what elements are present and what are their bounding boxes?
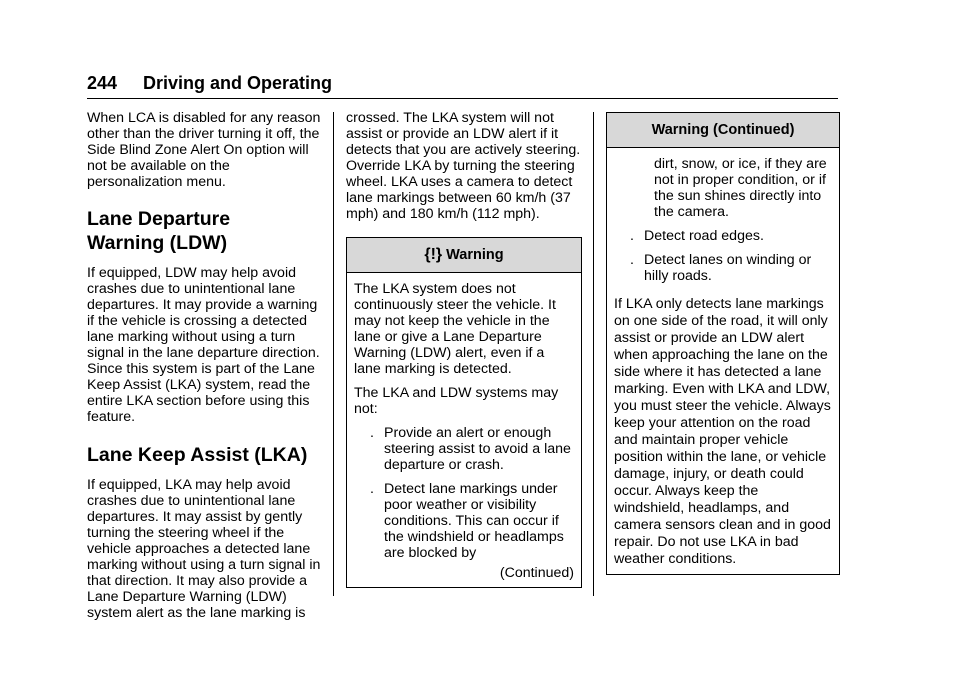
warning-continued-box <box>606 112 840 575</box>
column-3 <box>606 110 840 575</box>
bullet-marker: . <box>370 425 374 441</box>
warning-continued-text: dirt, snow, or ice, if they are not in proper condition, or if the sun shines directly into the camera. <box>654 156 827 220</box>
section-title: Driving and Operating <box>143 73 333 93</box>
lka-heading: Lane Keep Assist (LKA) <box>87 444 308 466</box>
warning-title: Warning <box>446 247 504 263</box>
ldw-heading <box>87 207 323 255</box>
page-number: 244 <box>87 73 118 93</box>
list-item <box>354 425 574 473</box>
column-divider-left <box>333 112 334 596</box>
lka-one-side-paragraph-wrap <box>614 296 832 568</box>
header-rule <box>87 98 838 99</box>
warning-paragraph-2: The LKA and LDW systems may not: <box>354 385 559 417</box>
warning-paragraph-1: The LKA system does not continuously steer the vehicle. It may not keep the vehicle in the lane or give a Lane Departure Warning (LDW) alert, even if a lane marking is detected. <box>354 281 556 377</box>
warning-continued-header <box>607 113 839 148</box>
ldw-heading-line1: Lane Departure <box>87 208 231 230</box>
warning-icon: {!} <box>424 246 443 263</box>
warning-box <box>346 237 582 588</box>
list-item <box>614 252 832 284</box>
list-item <box>614 228 832 244</box>
column-2 <box>346 110 582 588</box>
lka-one-side-paragraph: If LKA only detects lane markings on one side of the road, it will only assist or provide an LDW alert when approaching the lane on the side where it has detected a lane marking. Even with LKA and LDW, you must steer the vehicle. Always keep your attention on the road and maintain proper vehicle position within the lane, or vehicle damage, injury, or death could occur. Always keep the windshield, headlamps, and camera sensors clean and in good repair. Do not use LKA in bad weather conditions. <box>614 296 831 567</box>
bullet-text: Detect lanes on winding or hilly roads. <box>644 252 812 284</box>
column-divider-right <box>593 112 594 596</box>
column-1 <box>87 110 323 621</box>
warning-continued-body <box>607 148 839 574</box>
bullet-text: Detect lane markings under poor weather or visibility conditions. This can occur if the windshield or headlamps are blocked by <box>384 481 564 561</box>
page-header <box>87 70 838 100</box>
warning-body <box>347 273 581 587</box>
bullet-text: Detect road edges. <box>644 228 764 244</box>
lka-continued-paragraph: crossed. The LKA system will not assist or provide an LDW alert if it detects that you are actively steering. Override LKA by turning the steering wheel. LKA uses a camera to detect lane markings between 60 km/h (37 mph) and 180 km/h (112 mph). <box>346 110 581 222</box>
ldw-paragraph: If equipped, LDW may help avoid crashes due to unintentional lane departures. It may provide a warning if the vehicle is crossing a detected lane marking without using a turn signal in the lane departure direction. Since this system is part of the Lane Keep Assist (LKA) system, read the entire LKA section before using this feature. <box>87 265 320 425</box>
warning-header <box>347 238 581 273</box>
lca-disabled-paragraph: When LCA is disabled for any reason other than the driver turning it off, the Side Blind Zone Alert On option will not be available on the personalization menu. <box>87 110 321 190</box>
ldw-heading-line2: Warning (LDW) <box>87 232 228 254</box>
warning-continued-title: Warning (Continued) <box>651 122 795 138</box>
bullet-marker: . <box>630 228 634 244</box>
list-item <box>354 481 574 561</box>
bullet-text: Provide an alert or enough steering assist to avoid a lane departure or crash. <box>384 425 571 473</box>
continued-label: (Continued) <box>499 565 574 581</box>
bullet-marker: . <box>370 481 374 497</box>
bullet-marker: . <box>630 252 634 268</box>
lka-paragraph: If equipped, LKA may help avoid crashes due to unintentional lane departures. It may assist by gently turning the steering wheel if the vehicle approaches a detected lane marking without using a turn signal in that direction. It may also provide a Lane Departure Warning (LDW) system alert as the lane marking is <box>87 477 321 621</box>
